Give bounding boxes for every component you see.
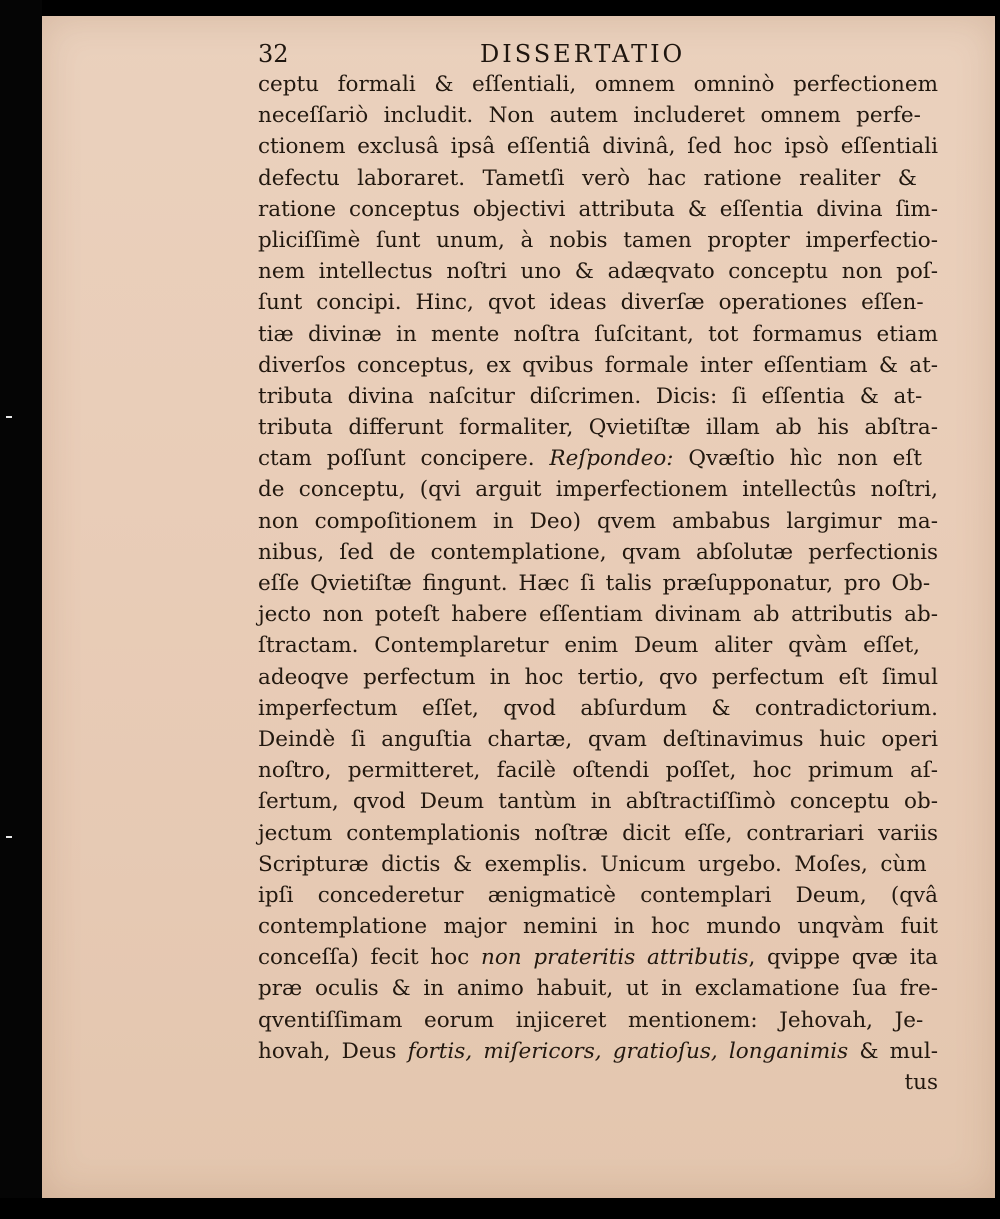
text-line <box>258 693 938 724</box>
text-line <box>258 412 938 443</box>
text-segment: diverſos conceptus, ex qvibus formale inter eſſentiam & at- <box>258 352 938 378</box>
text-line <box>258 506 938 537</box>
italic-text: fortis, miſericors, gratioſus, longanimis <box>407 1038 849 1064</box>
text-segment: ſtractam. Contemplaretur enim Deum aliter qvàm eſſet, <box>258 633 920 659</box>
text-segment: tributa divina naſcitur diſcrimen. Dicis: ſi eſſentia & at- <box>258 383 923 409</box>
text-line <box>258 942 938 973</box>
text-line <box>258 818 938 849</box>
text-segment: ctam poſſunt concipere. <box>258 446 550 472</box>
text-segment: neceſſariò includit. Non autem includeret omnem perfe- <box>258 103 921 129</box>
text-segment: nem intellectus noſtri uno & adæqvato conceptu non poſ- <box>258 259 938 285</box>
text-segment: conceſſa) fecit hoc <box>258 945 481 971</box>
text-segment: tiæ divinæ in mente noſtra ſuſcitant, tot formamus etiam <box>258 321 938 347</box>
text-line <box>258 662 938 693</box>
text-segment: defectu laboraret. Tametſi verò hac ratione realiter & <box>258 165 917 191</box>
text-segment: jectum contemplationis noſtræ dicit eſſe, contrariari variis <box>258 820 938 846</box>
text-line <box>258 100 938 131</box>
text-segment: hovah, Deus <box>258 1038 408 1064</box>
text-line <box>258 973 938 1004</box>
text-segment: Deindè ſi anguſtia chartæ, qvam deſtinavimus huic operi <box>258 726 938 752</box>
text-line <box>258 786 938 817</box>
text-segment: Scripturæ dictis & exemplis. Unicum urgebo. Moſes, cùm <box>258 851 927 877</box>
text-line <box>258 69 938 100</box>
text-line <box>258 225 938 256</box>
catchword: tus <box>904 1070 938 1095</box>
text-line <box>258 319 938 350</box>
text-segment: de conceptu, (qvi arguit imperfectionem intellectûs noſtri, <box>258 477 938 503</box>
text-line <box>258 131 938 162</box>
text-segment: tributa differunt formaliter, Qvietiſtæ illam ab his abſtra- <box>258 415 938 441</box>
text-line <box>258 599 938 630</box>
scan-bottom-margin <box>0 1198 1000 1219</box>
text-line <box>258 880 938 911</box>
running-title: DISSERTATIO <box>480 40 686 68</box>
text-line <box>258 381 938 412</box>
text-line <box>258 724 938 755</box>
scan-artifact-mark <box>6 836 12 838</box>
scan-artifact-mark <box>6 416 12 418</box>
text-line <box>258 537 938 568</box>
text-segment: ſunt concipi. Hinc, qvot ideas diverſæ operationes eſſen- <box>258 290 924 316</box>
text-segment: , qvippe qvæ ita <box>748 945 938 971</box>
text-line <box>258 568 938 599</box>
text-segment: ceptu formali & eſſentiali, omnem omninò perfectionem <box>258 72 938 97</box>
text-segment: præ oculis & in animo habuit, ut in exclamatione ſua fre- <box>258 976 938 1002</box>
text-line <box>258 630 938 661</box>
text-line <box>258 474 938 505</box>
running-head <box>258 40 938 70</box>
text-line <box>258 849 938 880</box>
italic-text: Reſpondeo: <box>549 446 674 472</box>
text-segment: pliciſſimè ſunt unum, à nobis tamen propter imperfectio- <box>258 227 938 253</box>
text-line <box>258 287 938 318</box>
text-segment: qventiſſimam eorum injiceret mentionem: Jehovah, Je- <box>258 1007 924 1033</box>
body-text <box>258 69 938 1098</box>
text-line <box>258 256 938 287</box>
text-line <box>258 163 938 194</box>
text-segment: jecto non poteſt habere eſſentiam divinam ab attributis ab- <box>258 602 938 628</box>
italic-text: non prateritis attributis <box>481 945 749 971</box>
text-segment: nibus, ſed de contemplatione, qvam abſolutæ perfectionis <box>258 539 938 565</box>
text-line <box>258 911 938 942</box>
text-line <box>258 194 938 225</box>
text-segment: & mul- <box>848 1038 938 1064</box>
text-segment: non compoſitionem in Deo) qvem ambabus largimur ma- <box>258 508 938 534</box>
text-segment: ipſi concederetur ænigmaticè contemplari Deum, (qvâ <box>258 882 938 908</box>
text-segment: eſſe Qvietiſtæ fingunt. Hæc ſi talis præſupponatur, pro Ob- <box>258 571 931 596</box>
scan-left-margin <box>0 0 42 1219</box>
text-line <box>258 1036 938 1067</box>
text-segment: ſertum, qvod Deum tantùm in abſtractiſſimò conceptu ob- <box>258 789 938 815</box>
text-segment: Qvæſtio hìc non eſt <box>673 446 922 472</box>
text-segment: adeoqve perfectum in hoc tertio, qvo perfectum eſt ſimul <box>258 664 938 690</box>
text-line <box>258 1005 938 1036</box>
text-segment: ctionem exclusâ ipsâ eſſentiâ divinâ, ſed hoc ipsò eſſentiali <box>258 134 938 160</box>
text-line <box>258 443 938 474</box>
text-segment: contemplatione major nemini in hoc mundo unqvàm fuit <box>258 914 938 940</box>
text-line <box>258 350 938 381</box>
text-segment: ratione conceptus objectivi attributa & eſſentia divina ſim- <box>258 196 938 222</box>
page-number: 32 <box>258 40 289 68</box>
text-line <box>258 755 938 786</box>
text-segment: noſtro, permitteret, facilè oſtendi poſſet, hoc primum aſ- <box>258 758 938 784</box>
text-segment: imperfectum eſſet, qvod abſurdum & contradictorium. <box>258 695 938 721</box>
